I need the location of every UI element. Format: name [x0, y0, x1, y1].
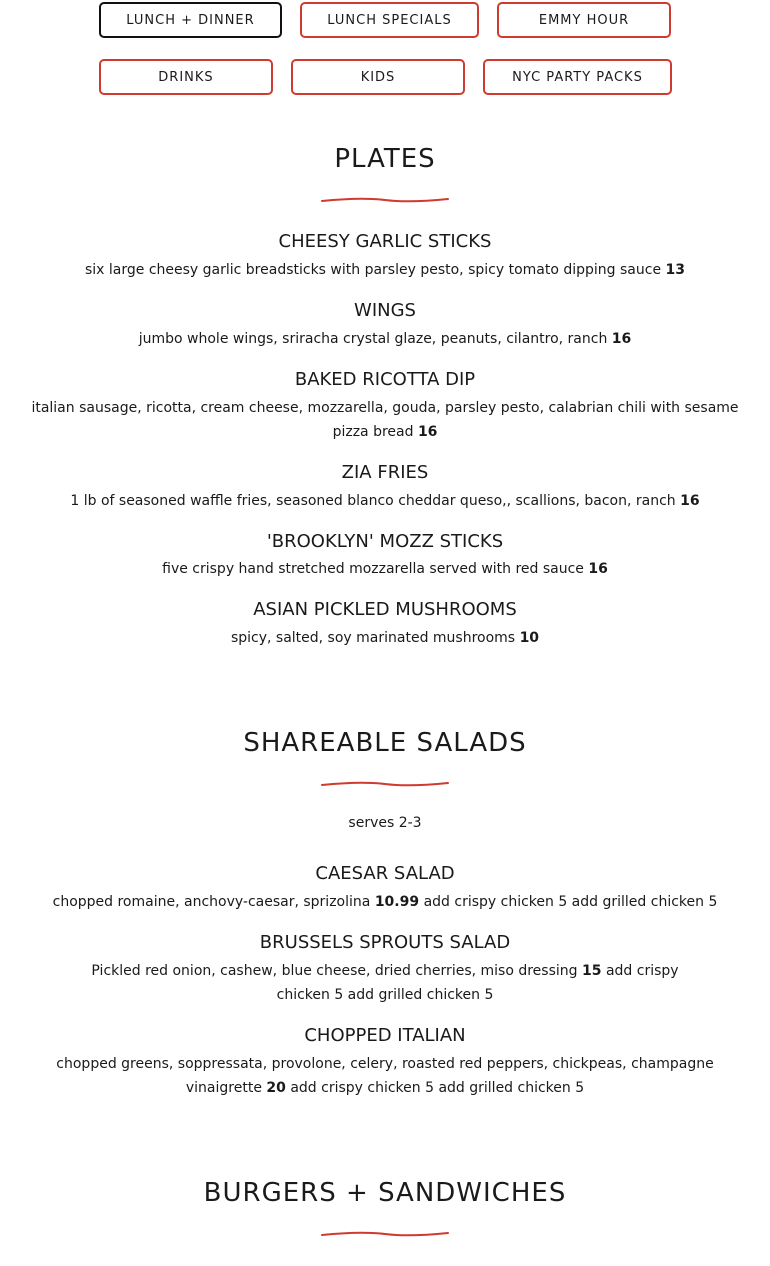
menu-item-name: CHEESY GARLIC STICKS — [278, 231, 492, 252]
menu-item-name: ZIA FRIES — [341, 462, 429, 483]
menu-item-price: 16 — [417, 424, 438, 440]
menu-item-desc: six large cheesy garlic breadsticks with parsley pesto, spicy tomato dipping sauce 13 — [84, 262, 686, 278]
menu-item-name: CAESAR SALAD — [315, 863, 455, 884]
tab-emmy-hour[interactable]: EMMY HOUR — [497, 2, 671, 38]
tab-nyc-party-packs[interactable]: NYC PARTY PACKS — [483, 59, 672, 95]
tab-lunch-dinner[interactable]: LUNCH + DINNER — [99, 2, 282, 38]
menu-item-addons: add crispy chicken 5 add grilled chicken 5 — [423, 894, 718, 910]
menu-item-price: 16 — [588, 561, 608, 577]
menu-item-price: 10 — [519, 630, 540, 646]
menu-item-desc: chopped romaine, anchovy-caesar, sprizolina 10.99 add crispy chicken 5 add grilled chicken 5 — [52, 894, 718, 910]
menu-item-desc: chopped greens, soppressata, provolone, celery, roasted red peppers, chickpeas, champagne vinaigrette 20 add crispy chicken 5 add grilled chicken 5 — [56, 1056, 714, 1096]
section-divider — [321, 196, 449, 204]
menu-item-desc: Pickled red onion, cashew, blue cheese, dried cherries, miso dressing 15 add crispy chicken 5 add grilled chicken 5 — [91, 963, 679, 1003]
menu-item-desc: five crispy hand stretched mozzarella served with red sauce 16 — [162, 561, 608, 577]
menu-item-price: 10.99 — [374, 894, 420, 910]
tab-kids[interactable]: KIDS — [291, 59, 465, 95]
menu-item-name: CHOPPED ITALIAN — [304, 1025, 466, 1046]
menu-item-name: WINGS — [354, 300, 416, 321]
menu-item-name: BRUSSELS SPROUTS SALAD — [259, 932, 511, 953]
menu-item-name: ASIAN PICKLED MUSHROOMS — [253, 599, 517, 620]
section-divider — [321, 1230, 449, 1238]
menu-item-desc: spicy, salted, soy marinated mushrooms 10 — [230, 630, 540, 646]
menu-item-addons: add crispy chicken 5 add grilled chicken 5 — [290, 1080, 585, 1096]
menu-item-name: 'BROOKLYN' MOZZ STICKS — [266, 531, 504, 552]
section-note: serves 2-3 — [348, 815, 422, 831]
menu-item-desc: 1 lb of seasoned waffle fries, seasoned blanco cheddar queso,, scallions, bacon, ranch 16 — [70, 493, 700, 509]
menu-item-addons: add crispy chicken 5 add grilled chicken 5 — [276, 963, 679, 1003]
section-title-burgers: BURGERS + SANDWICHES — [203, 1178, 567, 1208]
menu-item-name: BAKED RICOTTA DIP — [294, 369, 476, 390]
tab-lunch-specials[interactable]: LUNCH SPECIALS — [300, 2, 479, 38]
menu-item-price: 16 — [680, 493, 700, 509]
menu-item-desc: italian sausage, ricotta, cream cheese, mozzarella, gouda, parsley pesto, calabrian chili with sesame pizza bread 16 — [31, 400, 739, 440]
menu-item-price: 16 — [611, 331, 632, 347]
menu-item-price: 15 — [582, 963, 602, 979]
menu-item-price: 20 — [266, 1080, 286, 1096]
menu-item-desc: jumbo whole wings, sriracha crystal glaze, peanuts, cilantro, ranch 16 — [138, 331, 632, 347]
menu-item-price: 13 — [665, 262, 686, 278]
tab-drinks[interactable]: DRINKS — [99, 59, 273, 95]
section-title-plates: PLATES — [334, 144, 436, 174]
section-divider — [321, 780, 449, 788]
section-title-salads: SHAREABLE SALADS — [243, 728, 527, 758]
